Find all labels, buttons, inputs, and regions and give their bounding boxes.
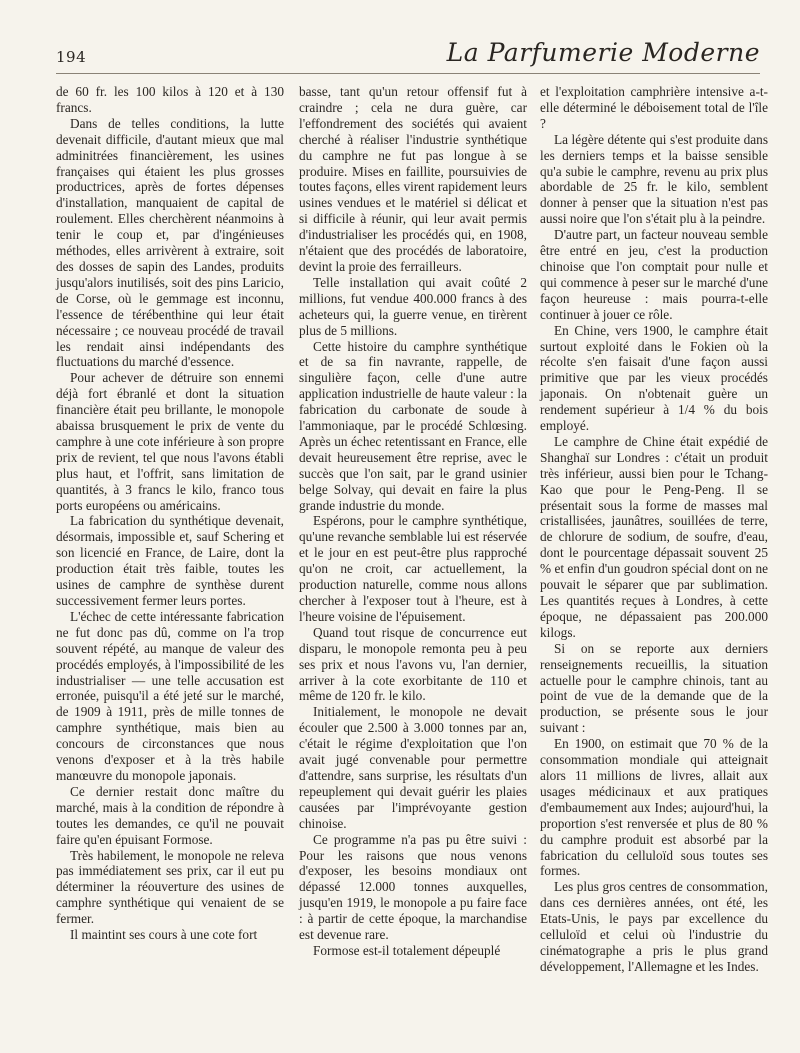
paragraph: Ce dernier restait donc maître du marché, mais à la condition de répondre à toutes les demandes, ce qu'il ne pouvait faire qu'en épuisant Formose.	[56, 783, 284, 847]
text-column-2	[299, 84, 527, 959]
paragraph: Les plus gros centres de consommation, dans ces dernières années, ont été, les Etats-Unis, le pays par excellence du celluloïd et celui où l'industrie du cinématographe a pris le plus grand développement, l'Allemagne et les Indes.	[540, 879, 768, 974]
paragraph: Quand tout risque de concurrence eut disparu, le monopole remonta peu à peu ses prix et nous l'avons vu, l'an dernier, arriver à la cote exorbitante de 110 et même de 120 fr. le kilo.	[299, 624, 527, 704]
paragraph: D'autre part, un facteur nouveau semble être entré en jeu, c'est la production chinoise que l'on comptait pour nulle et qui commence à peser sur le marché d'une façon heureuse : mais pourra-t-elle continuer à jouer ce rôle.	[540, 227, 768, 322]
paragraph: Formose est-il totalement dépeuplé	[313, 942, 501, 958]
text-column-1	[56, 84, 284, 943]
text-column-3	[540, 84, 768, 975]
paragraph: Dans de telles conditions, la lutte devenait difficile, d'autant mieux que mal adminitrées financièrement, les usines françaises qui étaient les plus grosses productrices, après de fortes dépenses d'installation, manquaient de capital de roulement. Elles cherchèrent néanmoins à tenir le coup et, par d'ingénieuses méthodes, elles arrivèrent à extraire, soit des dosses de sapin des Landes, produits jusqu'alors inutilisés, soit des pins Laricio, de Corse, où le gemmage est inconnu, l'essence de térébenthine qui leur était nécessaire ; ce nouveau procédé de travail les rendait ainsi indépendants des fluctuations du marché d'essence.	[56, 115, 284, 370]
paragraph: En 1900, on estimait que 70 % de la consommation mondiale qui atteignait alors 11 millions de livres, allait aux usages médicinaux et aux pratiques d'embaumement aux Indes; aujourd'hui, la proportion s'est renversée et plus de 80 % du camphre produit est absorbé par la fabrication du celluloïd sous toutes ses formes.	[540, 736, 768, 879]
page-number: 194	[56, 48, 87, 66]
journal-title: La Parfumerie Moderne	[446, 38, 760, 67]
paragraph: Pour achever de détruire son ennemi déjà fort ébranlé et dont la situation financière était peu brillante, le monopole abaissa brusquement le prix de vente du camphre à une cote inférieure à son propre prix de revient, tel que nous l'avons établi plus haut, et l'offrit, sans limitation de quantités, à 3 francs le kilo, franco tous ports européens ou américains.	[56, 370, 284, 513]
paragraph: Cette histoire du camphre synthétique et de sa fin navrante, rappelle, de singulière façon, celle d'une autre application industrielle de haute valeur : la fabrication du carbonate de soude à l'ammoniaque, par le procédé Schlœsing. Après un échec retentissant en France, elle devait heureusement être reprise, avec le succès que l'on sait, par le grand usinier belge Solvay, qui devait en faire la plus grande industrie du monde.	[299, 338, 527, 513]
paragraph: La fabrication du synthétique devenait, désormais, impossible et, sauf Schering et son licencié en France, de Laire, dont la production était très faible, toutes les usines de camphre de synthèse durent successivement fermer leurs portes.	[56, 513, 284, 608]
paragraph: Ce programme n'a pas pu être suivi : Pour les raisons que nous venons d'exposer, les besoins mondiaux ont dépassé 12.000 tonnes auxquelles, jusqu'en 1919, le monopole a pu faire face : à partir de cette époque, la marchandise est devenue rare.	[299, 831, 527, 943]
paragraph: Le camphre de Chine était expédié de Shanghaï sur Londres : c'était un produit très inférieur, aussi bien pour le Tchang-Kao que pour le Peng-Peng. Il se présentait sous la forme de masses mal cristallisées, jaunâtres, souillées de terre, de chlorure de sodium, de soufre, d'eau, dont le pourcentage dépassait souvent 25 % et enfin d'un goudron spécial dont on ne pouvait le séparer que par sublimation. Les quantités reçues à Londres, à cette époque, ne dépassaient pas 200.000 kilogs.	[540, 433, 768, 640]
paragraph: L'échec de cette intéressante fabrication ne fut donc pas dû, comme on l'a trop souvent répété, au manque de valeur des procédés employés, à l'impossibilité de les industrialiser — une telle accusation est erronée, puisqu'il a été jeté sur le marché, de 1909 à 1911, près de mille tonnes de camphre synthétique, mais bien au concours de circonstances que nous venons d'exposer et à la très habile manœuvre du monopole japonais.	[56, 608, 284, 783]
paragraph: Très habilement, le monopole ne releva pas immédiatement ses prix, car il eut pu déterminer la réouverture des usines de camphre synthétique qui venaient de se fermer.	[56, 847, 284, 927]
paragraph: En Chine, vers 1900, le camphre était surtout exploité dans le Fokien où la récolte s'en faisait d'une façon aussi primitive que par les vieux procédés japonais. On n'obtenait guère un rendement supérieur à 1/4 % du bois employé.	[540, 322, 768, 434]
paragraph: Initialement, le monopole ne devait écouler que 2.500 à 3.000 tonnes par an, c'était le régime d'exploitation que l'on avait jugé convenable pour permettre d'attendre, sans surprise, les résultats d'un repeuplement qui devait guérir les plaies causées par l'imprévoyante gestion chinoise.	[299, 704, 527, 831]
paragraph: de 60 fr. les 100 kilos à 120 et à 130 francs.	[56, 84, 284, 115]
paragraph: Il maintint ses cours à une cote fort	[70, 927, 258, 943]
paragraph: Espérons, pour le camphre synthétique, qu'une revanche semblable lui est réservée et le jour en est peut-être plus rapproché qu'on ne croit, car actuellement, la production naturelle, comme nous allons chercher à l'exposer tout à l'heure, est à l'heure voisine de l'épuisement.	[299, 513, 527, 624]
paragraph: basse, tant qu'un retour offensif fut à craindre ; cela ne dura guère, car l'effondrement des sociétés qui avaient cherché à réaliser l'industrie synthétique du camphre ne fut pas longue à se produire. Mises en faillite, poursuivies de toutes façons, elles virent rapidement leurs usines vendues et le matériel si délicat et si difficile à réunir, qui leur avait permis d'industrialiser les procédés qui, en 1908, n'étaient que des procédés de laboratoire, devint la proie des ferrailleurs.	[299, 84, 527, 274]
paragraph: et l'exploitation camphrière intensive a-t-elle déterminé le déboisement total de l'île ?	[540, 84, 768, 131]
paragraph: Si on se reporte aux derniers renseignements recueillis, la situation actuelle pour le camphre chinois, tant au point de vue de la demande que de la production, se présente sous le jour suivant :	[540, 640, 768, 736]
paragraph: La légère détente qui s'est produite dans les derniers temps et la baisse sensible qu'a subie le camphre, revenu au prix plus abordable de 25 fr. le kilo, semblent donner à penser que la situation n'est pas aussi noire que l'on s'était plu à la peindre.	[540, 131, 768, 227]
paragraph: Telle installation qui avait coûté 2 millions, fut vendue 400.000 francs à des acheteurs qui, la guerre venue, en tirèrent plus de 5 millions.	[299, 274, 527, 338]
header-rule	[56, 73, 760, 74]
